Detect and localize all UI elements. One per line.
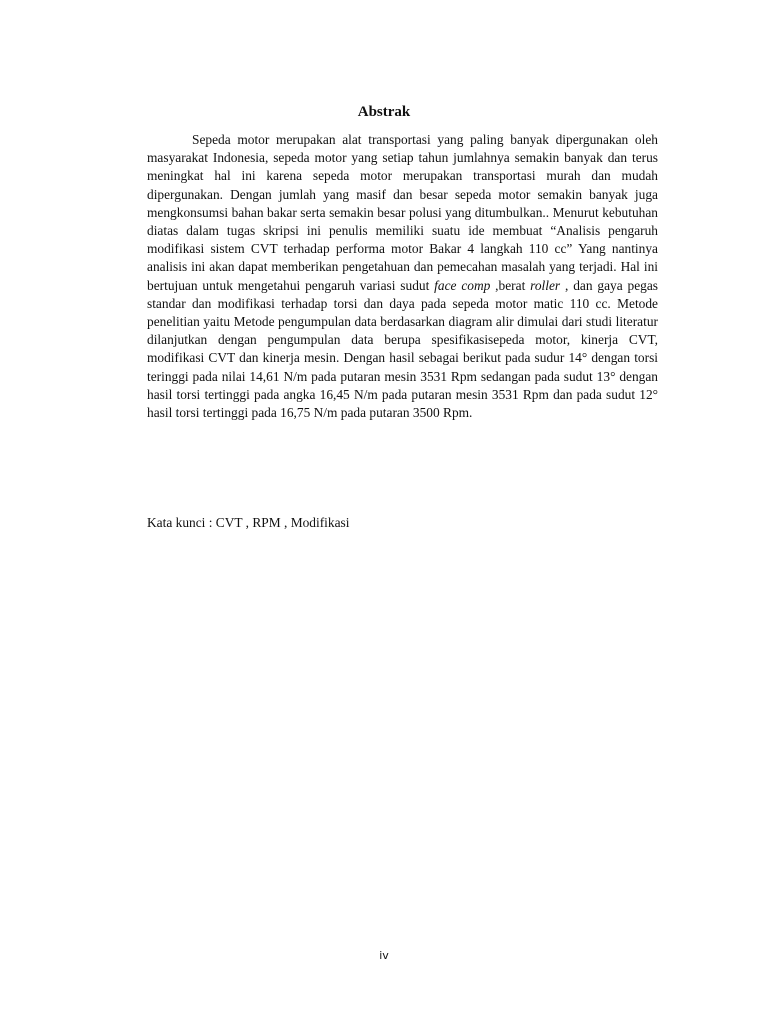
abstract-italic-term-roller: roller (530, 277, 561, 293)
abstract-text-part-2: ,berat (490, 277, 531, 293)
abstract-italic-term-face-comp: face comp (434, 277, 491, 293)
keywords-line: Kata kunci : CVT , RPM , Modifikasi (147, 515, 350, 530)
abstract-text-part-3: , dan gaya pegas standar dan modifikasi terhadap torsi dan daya pada sepeda motor matic 110 cc. Metode penelitian yaitu Metode pengumpulan data berdasarkan diagram alir dimulai dari studi literatur dilanjutkan dengan pengumpulan data berupa spesifikasisepeda motor, kinerja CVT, modifikasi CVT dan kinerja mesin. Dengan hasil sebagai berikut pada sudur 14° dengan torsi teringgi pada nilai 14,61 N/m pada putaran mesin 3531 Rpm sedangan pada sudut 13° dengan hasil torsi tertinggi pada angka 16,45 N/m pada putaran mesin 3531 Rpm dan pada sudut 12° hasil torsi tertinggi pada 16,75 N/m pada putaran 3500 Rpm. (147, 277, 658, 421)
page-number: iv (379, 949, 389, 962)
abstract-title: Abstrak (357, 104, 411, 120)
abstract-text-part-1: Sepeda motor merupakan alat transportasi yang paling banyak dipergunakan oleh masyarakat Indonesia, sepeda motor yang setiap tahun jumlahnya semakin banyak dan terus meningkat hal ini karena sepeda motor merupakan transportasi murah dan mudah dipergunakan. Dengan jumlah yang masif dan besar sepeda motor semakin banyak juga mengkonsumsi bahan bakar serta semakin besar polusi yang ditumbulkan.. Menurut kebutuhan diatas dalam tugas skripsi ini penulis memiliki suatu ide membuat “Analisis pengaruh modifikasi sistem CVT terhadap performa motor Bakar 4 langkah 110 cc” Yang nantinya analisis ini akan dapat memberikan pengetahuan dan pemecahan masalah yang terjadi. Hal ini bertujuan untuk mengetahui pengaruh variasi sudut (147, 132, 658, 293)
abstract-paragraph (147, 131, 658, 422)
